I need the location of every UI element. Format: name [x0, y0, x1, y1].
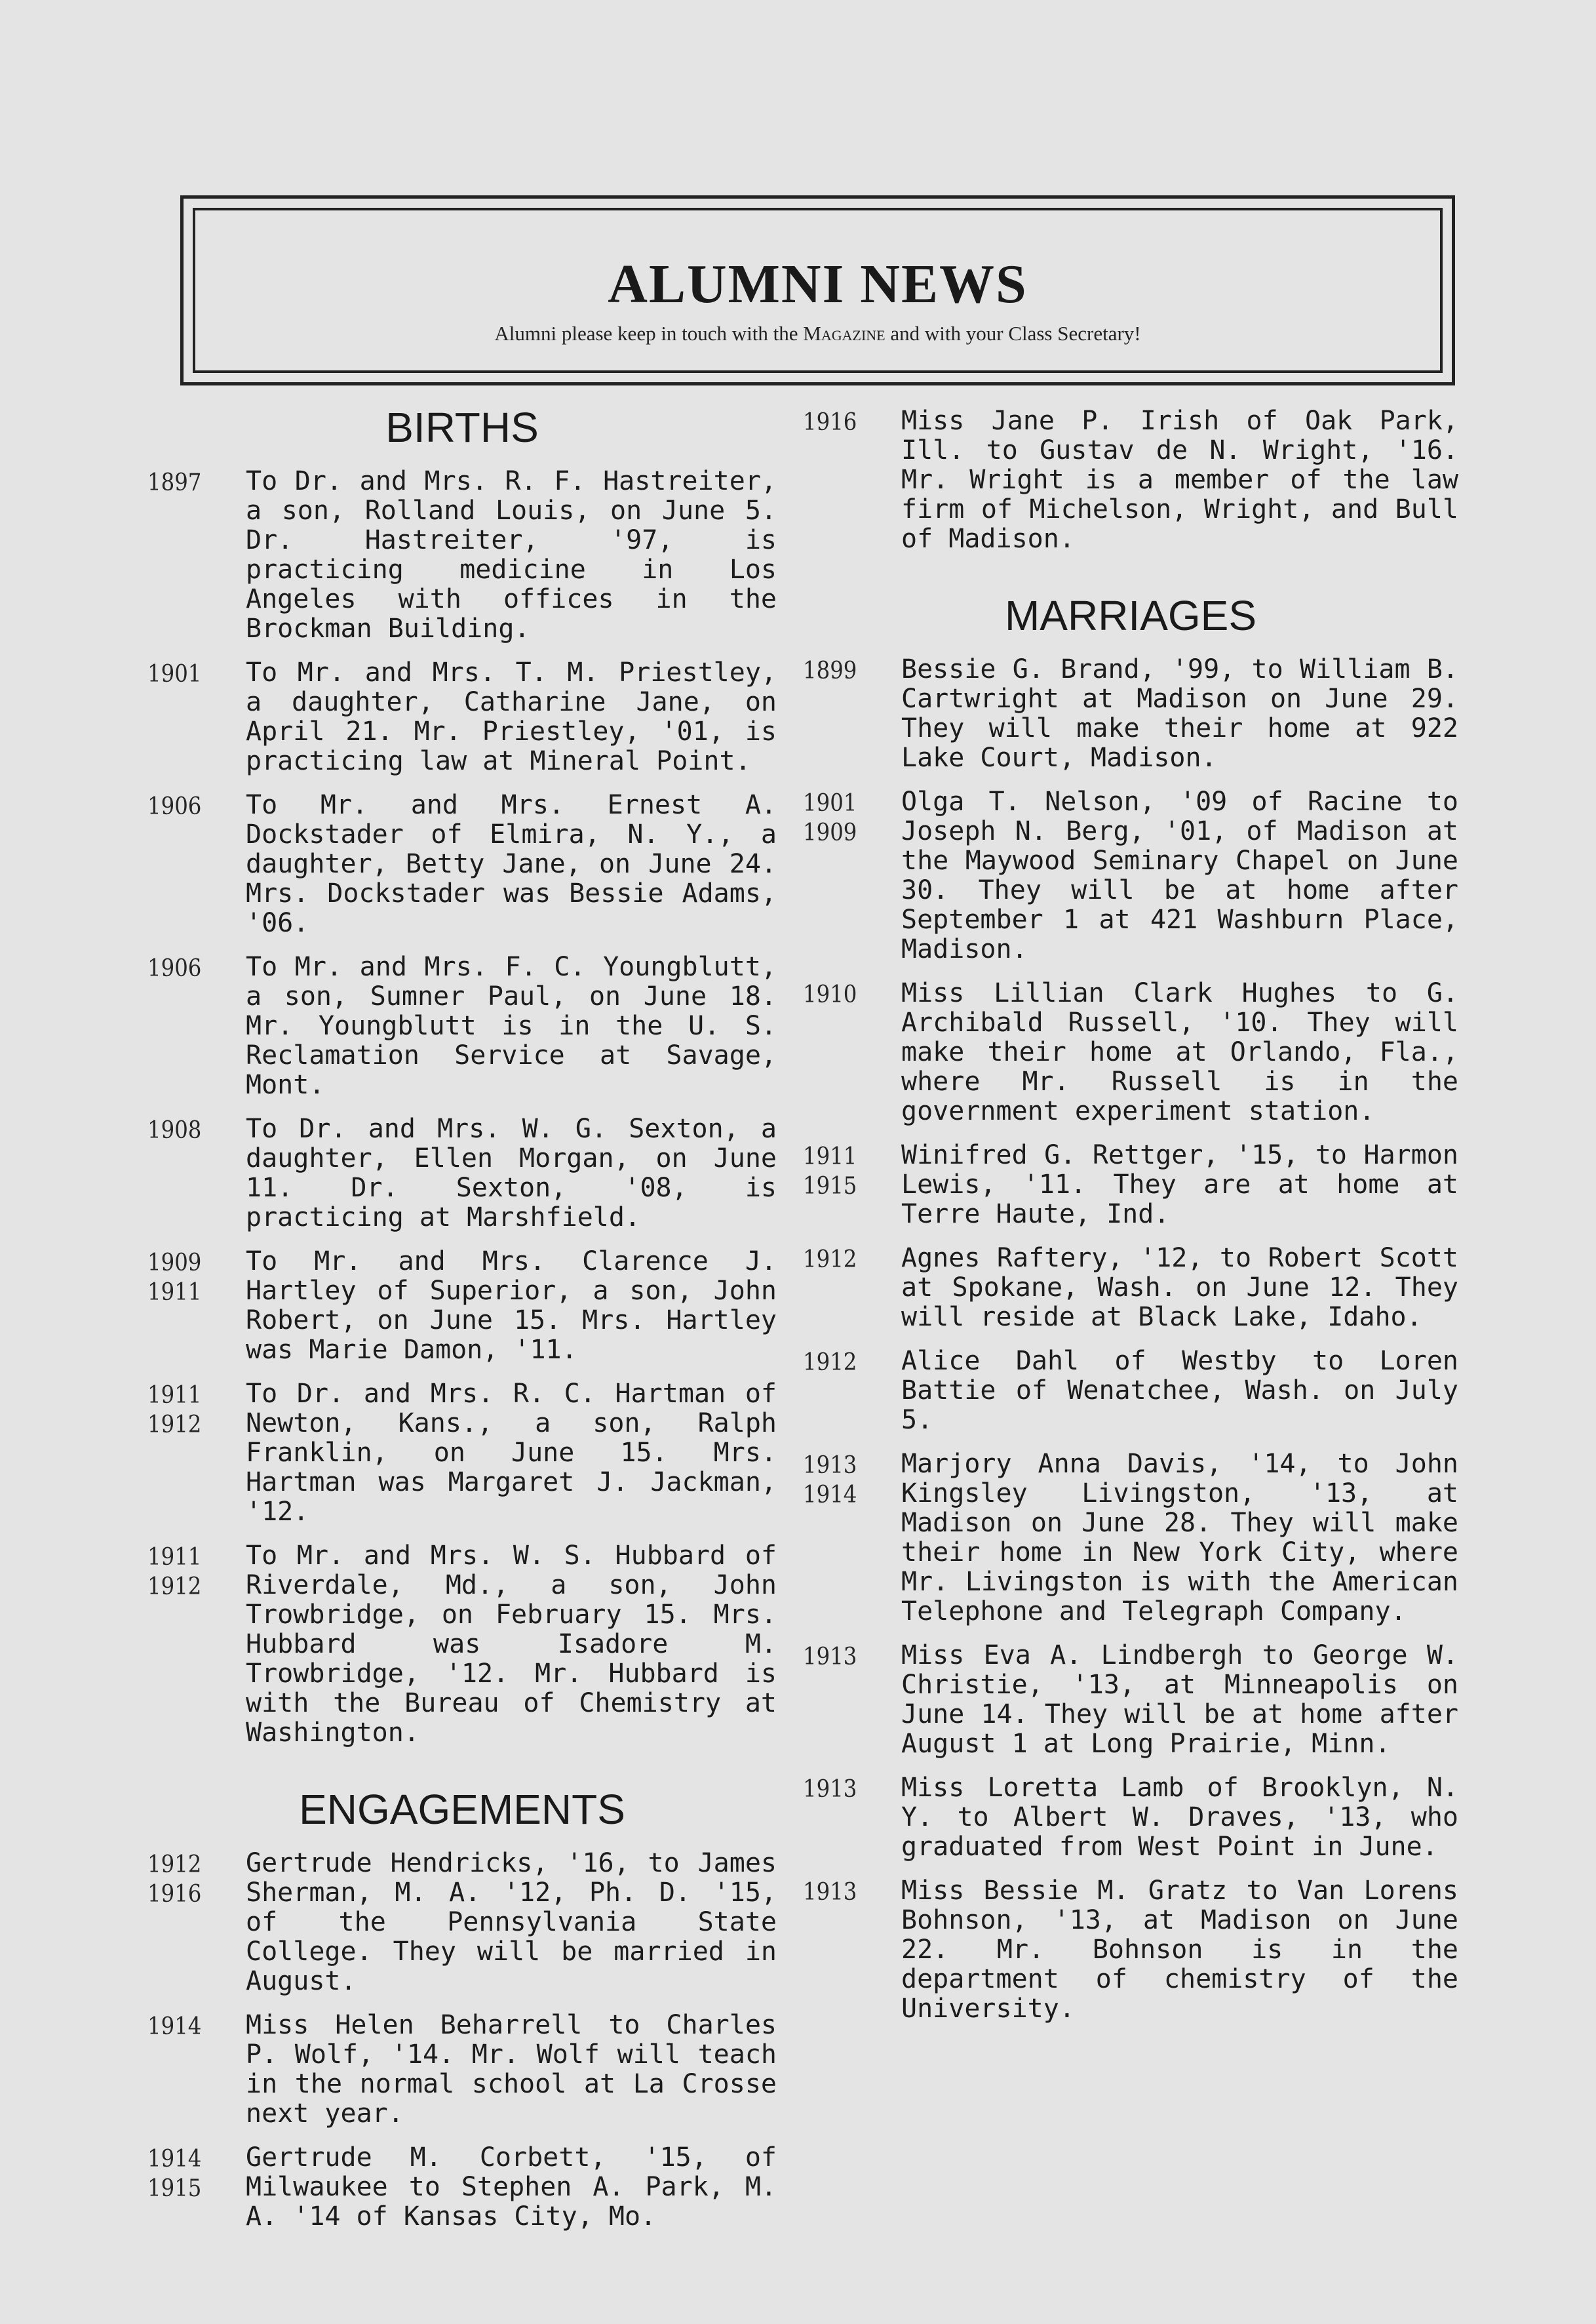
news-entry [147, 658, 777, 776]
news-entry [147, 1379, 777, 1527]
entry-years [803, 1449, 901, 1510]
entry-years [147, 2143, 246, 2203]
marriages-heading: MARRIAGES [1004, 592, 1257, 639]
class-year: 1909 [147, 1250, 202, 1276]
entry-text: Agnes Raftery, '12, to Robert Scott at Spokane, Wash. on June 12. They will reside at Black Lake, Idaho. [901, 1243, 1458, 1332]
entry-text: Miss Bessie M. Gratz to Van Lorens Bohnson, '13, at Madison on June 22. Mr. Bohnson is in the department of chemistry of the University. [901, 1876, 1458, 2024]
entry-text: To Mr. and Mrs. F. C. Youngblutt, a son, Sumner Paul, on June 18. Mr. Youngblutt is in the U. S. Reclamation Service at Savage, Mont. [246, 952, 777, 1100]
subtitle-prefix: Alumni please keep in touch with the [494, 322, 804, 345]
news-entry [803, 406, 1458, 554]
class-year: 1911 [803, 1143, 857, 1170]
entry-text: To Mr. and Mrs. Ernest A. Dockstader of Elmira, N. Y., a daughter, Betty Jane, on June 24. Mrs. Dockstader was Bessie Adams, '06. [246, 790, 777, 938]
class-year: 1915 [147, 2175, 202, 2202]
entry-years [803, 1244, 901, 1274]
entry-text: Gertrude M. Corbett, '15, of Milwaukee to Stephen A. Park, M. A. '14 of Kansas City, Mo. [246, 2142, 777, 2232]
news-entry [803, 1347, 1458, 1435]
news-entry [803, 979, 1458, 1126]
class-year: 1912 [147, 1573, 202, 1600]
entry-text: Marjory Anna Davis, '14, to John Kingsley Livingston, '13, at Madison on June 28. They will make their home in New York City, where Mr. Livingston is with the American Telephone and Telegraph Company. [901, 1449, 1458, 1626]
news-entry [803, 1449, 1458, 1626]
entry-text: To Mr. and Mrs. W. S. Hubbard of Riverdale, Md., a son, John Trowbridge, on February 15. Mrs. Hubbard was Isadore M. Trowbridge, '12. Mr. Hubbard is with the Bureau of Chemistry at Washington. [246, 1541, 777, 1748]
class-year: 1911 [147, 1382, 202, 1409]
class-year: 1911 [147, 1544, 202, 1571]
class-year: 1914 [147, 2013, 202, 2040]
class-year: 1916 [803, 409, 857, 436]
class-year: 1913 [803, 1879, 857, 1906]
class-year: 1906 [147, 793, 202, 820]
entry-years [147, 1541, 246, 1602]
entry-text: Miss Eva A. Lindbergh to George W. Christie, '13, at Minneapolis on June 14. They will be at home after August 1 at Long Prairie, Minn. [901, 1640, 1458, 1759]
entry-text: Bessie G. Brand, '99, to William B. Cartwright at Madison on June 29. They will make their home at 922 Lake Court, Madison. [901, 654, 1458, 773]
news-entry [803, 1773, 1458, 1862]
engagements-continued-list [803, 406, 1458, 554]
class-year: 1901 [147, 661, 202, 688]
news-entry [147, 2011, 777, 2129]
subtitle-suffix: and with your Class Secretary! [885, 322, 1141, 345]
class-year: 1912 [147, 1851, 202, 1878]
entry-text: To Dr. and Mrs. W. G. Sexton, a daughter, Ellen Morgan, on June 11. Dr. Sexton, '08, is practicing at Marshfield. [246, 1114, 777, 1232]
entry-text: Miss Lillian Clark Hughes to G. Archibald Russell, '10. They will make their home at Orlando, Fla., where Mr. Russell is in the government experiment station. [901, 978, 1458, 1126]
class-year: 1913 [803, 1452, 857, 1479]
right-column [803, 406, 1458, 2038]
class-year: 1913 [803, 1776, 857, 1803]
marriages-list [803, 655, 1458, 2024]
news-entry [147, 791, 777, 938]
entry-years [803, 1773, 901, 1804]
news-entry [803, 1641, 1458, 1759]
class-year: 1909 [803, 819, 857, 846]
entry-years [147, 1379, 246, 1440]
class-year: 1899 [803, 658, 857, 684]
entry-text: Miss Jane P. Irish of Oak Park, Ill. to Gustav de N. Wright, '16. Mr. Wright is a member of the law firm of Michelson, Wright, and Bull of Madison. [901, 406, 1458, 554]
entry-years [803, 1347, 901, 1377]
entry-text: To Dr. and Mrs. R. C. Hartman of Newton, Kans., a son, Ralph Franklin, on June 15. Mrs. Hartman was Margaret J. Jackman, '12. [246, 1379, 777, 1527]
entry-years [147, 791, 246, 821]
births-heading: BIRTHS [385, 404, 539, 451]
news-entry [147, 1849, 777, 1996]
entry-years [147, 953, 246, 983]
engagements-list [147, 1849, 777, 2232]
entry-years [147, 1247, 246, 1307]
class-year: 1906 [147, 955, 202, 982]
entry-text: Miss Helen Beharrell to Charles P. Wolf, '14. Mr. Wolf will teach in the normal school at La Crosse next year. [246, 2010, 777, 2129]
entry-text: Alice Dahl of Westby to Loren Battie of Wenatchee, Wash. on July 5. [901, 1346, 1458, 1435]
class-year: 1912 [147, 1411, 202, 1438]
entry-text: Olga T. Nelson, '09 of Racine to Joseph N. Berg, '01, of Madison at the Maywood Seminary Chapel on June 30. They will be at home after September 1 at 421 Washburn Place, Madison. [901, 787, 1458, 964]
news-entry [147, 2143, 777, 2232]
class-year: 1911 [147, 1279, 202, 1306]
births-list [147, 467, 777, 1748]
entry-text: To Mr. and Mrs. Clarence J. Hartley of Superior, a son, John Robert, on June 15. Mrs. Hartley was Marie Damon, '11. [246, 1246, 777, 1365]
entry-years [147, 1849, 246, 1909]
news-entry [803, 1876, 1458, 2024]
news-entry [803, 1141, 1458, 1229]
class-year: 1914 [803, 1482, 857, 1508]
entry-years [147, 2011, 246, 2041]
class-year: 1912 [803, 1246, 857, 1273]
class-year: 1912 [803, 1349, 857, 1376]
header-box [180, 195, 1455, 385]
class-year: 1916 [147, 1881, 202, 1908]
class-year: 1910 [803, 981, 857, 1008]
class-year: 1901 [803, 790, 857, 817]
news-entry [147, 1114, 777, 1232]
news-entry [147, 953, 777, 1100]
entry-years [147, 658, 246, 689]
entry-years [147, 467, 246, 498]
entry-years [803, 979, 901, 1010]
subtitle-magazine: Magazine [803, 322, 886, 345]
news-entry [147, 1247, 777, 1365]
news-entry [803, 1244, 1458, 1332]
class-year: 1908 [147, 1117, 202, 1144]
entry-years [147, 1114, 246, 1145]
class-year: 1914 [147, 2146, 202, 2173]
entry-years [803, 1141, 901, 1201]
entry-years [803, 406, 901, 437]
page-subtitle [184, 322, 1452, 345]
news-entry [147, 1541, 777, 1748]
class-year: 1913 [803, 1644, 857, 1670]
entry-years [803, 787, 901, 848]
entry-years [803, 655, 901, 686]
left-column [147, 406, 777, 2246]
entry-years [803, 1876, 901, 1907]
entry-text: To Dr. and Mrs. R. F. Hastreiter, a son, Rolland Louis, on June 5. Dr. Hastreiter, '97, is practicing medicine in Los Angeles with offices in the Brockman Building. [246, 466, 777, 644]
news-entry [803, 787, 1458, 964]
class-year: 1897 [147, 469, 202, 496]
entry-years [803, 1641, 901, 1672]
news-entry [147, 467, 777, 644]
news-entry [803, 655, 1458, 773]
class-year: 1915 [803, 1173, 857, 1200]
entry-text: Gertrude Hendricks, '16, to James Sherman, M. A. '12, Ph. D. '15, of the Pennsylvania State College. They will be married in August. [246, 1848, 777, 1996]
entry-text: To Mr. and Mrs. T. M. Priestley, a daughter, Catharine Jane, on April 21. Mr. Priestley, '01, is practicing law at Mineral Point. [246, 658, 777, 776]
entry-text: Miss Loretta Lamb of Brooklyn, N. Y. to Albert W. Draves, '13, who graduated from West Point in June. [901, 1773, 1458, 1862]
entry-text: Winifred G. Rettger, '15, to Harmon Lewis, '11. They are at home at Terre Haute, Ind. [901, 1140, 1458, 1229]
page-title: ALUMNI NEWS [608, 254, 1028, 315]
engagements-heading: ENGAGEMENTS [299, 1786, 625, 1833]
